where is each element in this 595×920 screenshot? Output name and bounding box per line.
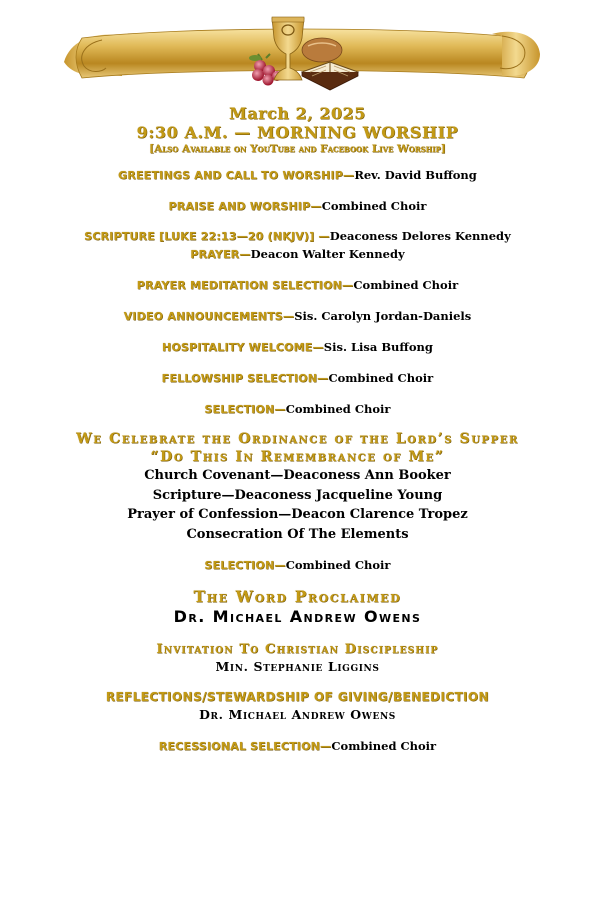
service-date: March 2, 2025	[229, 104, 366, 123]
word-heading: The Word Proclaimed	[193, 587, 402, 606]
program-item-selection-2: SELECTION—Combined Choir	[204, 558, 391, 572]
supper-line: Consecration Of The Elements	[186, 526, 409, 542]
invitation-heading: Invitation To Christian Discipleship	[156, 642, 439, 657]
supper-subheading: “Do This In Remembrance of Me”	[150, 449, 445, 465]
program-item-prayer: PRAYER—Deacon Walter Kennedy	[190, 247, 405, 261]
program-item-hospitality: HOSPITALITY WELCOME—Sis. Lisa Buffong	[162, 340, 433, 354]
supper-line: Scripture—Deaconess Jacqueline Young	[152, 487, 443, 503]
program-item-praise: PRAISE AND WORSHIP—Combined Choir	[168, 199, 427, 213]
program-item-prayer-meditation: PRAYER MEDITATION SELECTION—Combined Choir	[136, 278, 459, 292]
supper-heading: We Celebrate the Ordinance of the Lord’s Supper	[76, 431, 519, 447]
program-item-fellowship: FELLOWSHIP SELECTION—Combined Choir	[161, 371, 434, 385]
gold-ribbon-banner	[62, 14, 542, 100]
word-preacher: Dr. Michael Andrew Owens	[173, 607, 422, 626]
availability-note: [Also Available on YouTube and Facebook Live Worship]	[149, 143, 446, 155]
invitation-person: Min. Stephanie Liggins	[215, 659, 380, 674]
program-item-video: VIDEO ANNOUNCEMENTS—Sis. Carolyn Jordan-Daniels	[123, 309, 472, 323]
program-item-scripture: SCRIPTURE [LUKE 22:13—20 (NKJV)] —Deaconess Delores Kennedy	[84, 229, 511, 243]
supper-line: Prayer of Confession—Deacon Clarence Tropez	[127, 507, 468, 522]
program-content	[0, 104, 595, 754]
program-item-recessional: RECESSIONAL SELECTION—Combined Choir	[158, 739, 437, 753]
supper-line: Church Covenant—Deaconess Ann Booker	[144, 468, 451, 483]
program-item-selection-1: SELECTION—Combined Choir	[204, 402, 391, 416]
service-time-title: 9:30 A.M. — MORNING WORSHIP	[136, 123, 459, 142]
reflections-heading: REFLECTIONS/STEWARDSHIP OF GIVING/BENEDICTION	[105, 690, 490, 704]
reflections-person: Dr. Michael Andrew Owens	[199, 707, 396, 722]
program-item-greetings: GREETINGS AND CALL TO WORSHIP—Rev. David Buffong	[118, 168, 477, 182]
